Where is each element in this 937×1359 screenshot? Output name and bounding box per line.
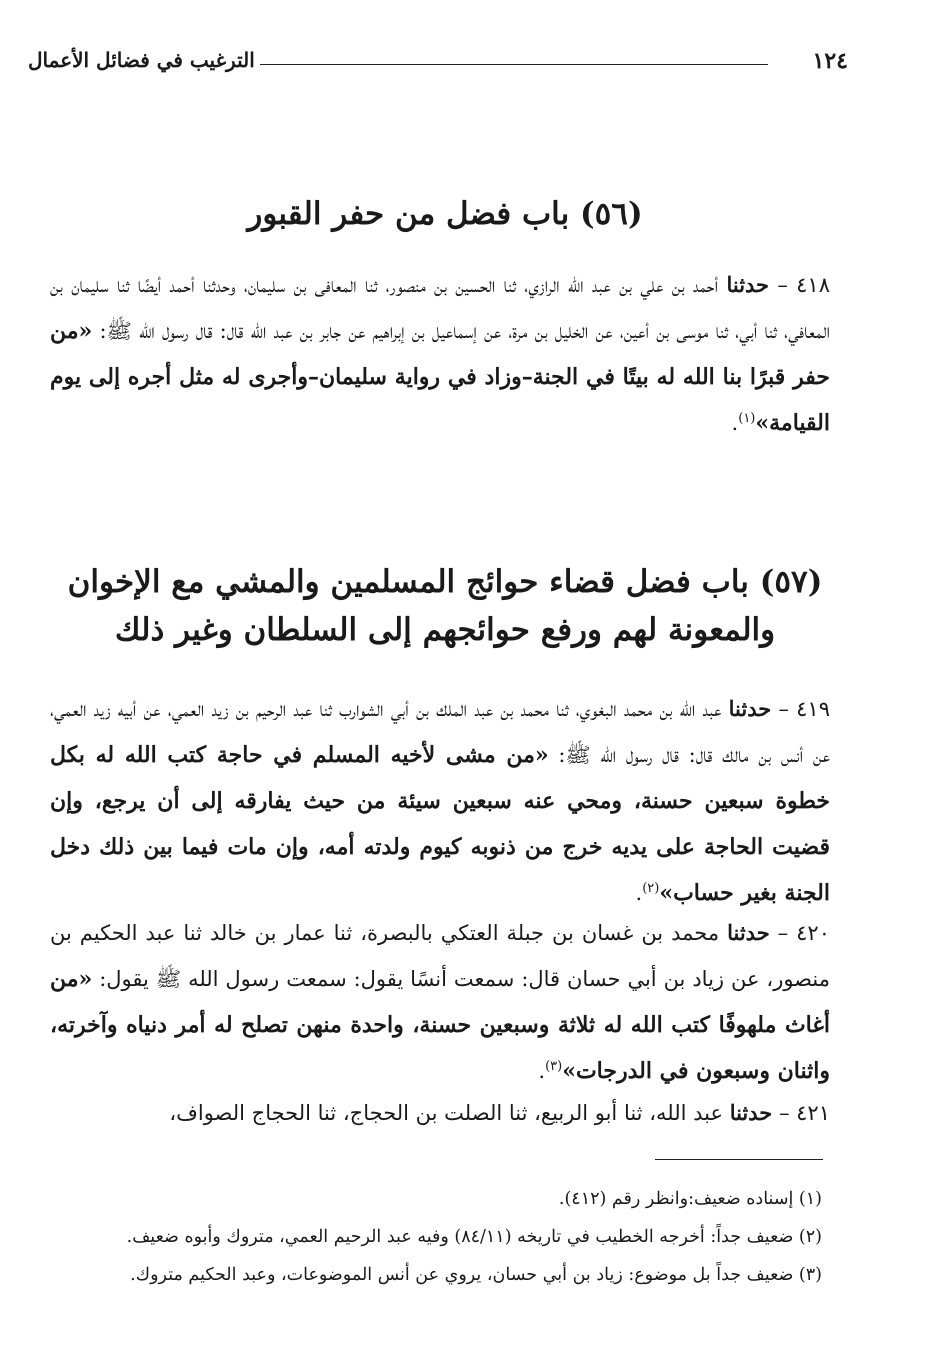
- hadith-end: .: [731, 411, 739, 435]
- footnote-3: (٣) ضعيف جداً بل موضوع: زياد بن أبي حسان، يروي عن أنس الموضوعات، وعبد الحكيم متروك.: [130, 1265, 822, 1285]
- hadith-419: [50, 686, 830, 916]
- hadith-opener: حدثنا: [726, 272, 770, 297]
- hadith-number: ٤٢١ –: [778, 1101, 830, 1125]
- book-title: الترغيب في فضائل الأعمال: [28, 48, 255, 72]
- hadith-number: ٤٢٠ –: [777, 921, 830, 945]
- hadith-chain: محمد بن غسان بن جبلة العتكي بالبصرة، ثنا عمار بن خالد ثنا عبد الحكيم بن منصور، عن زياد بن أبي حسان قال: سمعت أنسًا يقول: سمعت رسول الله ﷺ يقول:: [50, 921, 830, 991]
- hadith-number: ٤١٨ –: [777, 273, 830, 297]
- page-number: ١٢٤: [812, 48, 848, 74]
- hadith-418: [50, 262, 830, 446]
- footnote-ref: (٣): [545, 1059, 563, 1074]
- hadith-text: «من أغاث ملهوفًا كتب الله له ثلاثة وسبعين حسنة، واحدة منهن تصلح له أمر دنياه وآخرته، واثنان وسبعون في الدرجات»: [50, 966, 830, 1084]
- hadith-chain: عبد الله بن محمد البغوي، ثنا محمد بن عبد الملك بن أبي الشوارب ثنا عبد الرحيم بن زيد العمي، عن أبيه زيد العمي، عن أنس بن مالك قال: قال رسول الله ﷺ:: [50, 697, 830, 767]
- footnote-2: (٢) ضعيف جداً: أخرجه الخطيب في تاريخه (٨٤/١١) وفيه عبد الرحيم العمي، متروك وأبوه ضعيف.: [126, 1227, 822, 1247]
- hadith-end: .: [538, 1059, 546, 1083]
- chapter-57-title-line1: (٥٧) باب فضل قضاء حوائج المسلمين والمشي مع الإخوان: [67, 564, 823, 600]
- hadith-opener: حدثنا: [727, 920, 770, 945]
- hadith-text: «من حفر قبرًا بنا الله له بيتًا في الجنة–وزاد في رواية سليمان–وأجرى له مثل أجره إلى يوم القيامة»: [50, 318, 830, 436]
- footnote-1: (١) إسناده ضعيف:وانظر رقم (٤١٢).: [558, 1189, 822, 1209]
- chapter-57-heading: [40, 558, 850, 654]
- hadith-number: ٤١٩ –: [778, 697, 830, 721]
- hadith-opener: حدثنا: [729, 1100, 773, 1125]
- hadith-420: [50, 910, 830, 1094]
- footnote-separator: [655, 1159, 823, 1160]
- running-header: [28, 40, 848, 80]
- hadith-end: .: [635, 881, 643, 905]
- chapter-56-title: (٥٦) باب فضل من حفر القبور: [247, 196, 643, 232]
- hadith-chain: عبد الله، ثنا أبو الربيع، ثنا الصلت بن الحجاج، ثنا الحجاج الصواف،: [169, 1101, 723, 1125]
- hadith-421: [50, 1090, 830, 1136]
- footnote-ref: (١): [738, 411, 756, 426]
- chapter-57-title-line2: والمعونة لهم ورفع حوائجهم إلى السلطان وغير ذلك: [114, 612, 776, 648]
- chapter-56-heading: [40, 190, 850, 238]
- footnotes: [40, 1180, 822, 1294]
- hadith-opener: حدثنا: [728, 696, 772, 721]
- hadith-text: «من مشى لأخيه المسلم في حاجة كتب الله له بكل خطوة سبعين حسنة، ومحي عنه سبعين سيئة من حيث يفارقه إلى أن يرجع، وإن قضيت الحاجة على يديه خرج من ذنوبه كيوم ولدته أمه، وإن مات فيما بين ذلك دخل الجنة بغير حساب»: [50, 742, 830, 906]
- hadith-chain: أحمد بن علي بن عبد الله الرازي، ثنا الحسين بن منصور، ثنا المعافى بن سليمان، وحدثنا أحمد أيضًا ثنا سليمان بن المعافي، ثنا أبي، ثنا موسى بن أعين، عن الخليل بن مرة، عن إسماعيل بن إبراهيم عن جابر بن عبد الله قال: قال رسول الله ﷺ:: [50, 273, 830, 343]
- header-rule: [260, 64, 768, 65]
- footnote-ref: (٢): [642, 881, 660, 896]
